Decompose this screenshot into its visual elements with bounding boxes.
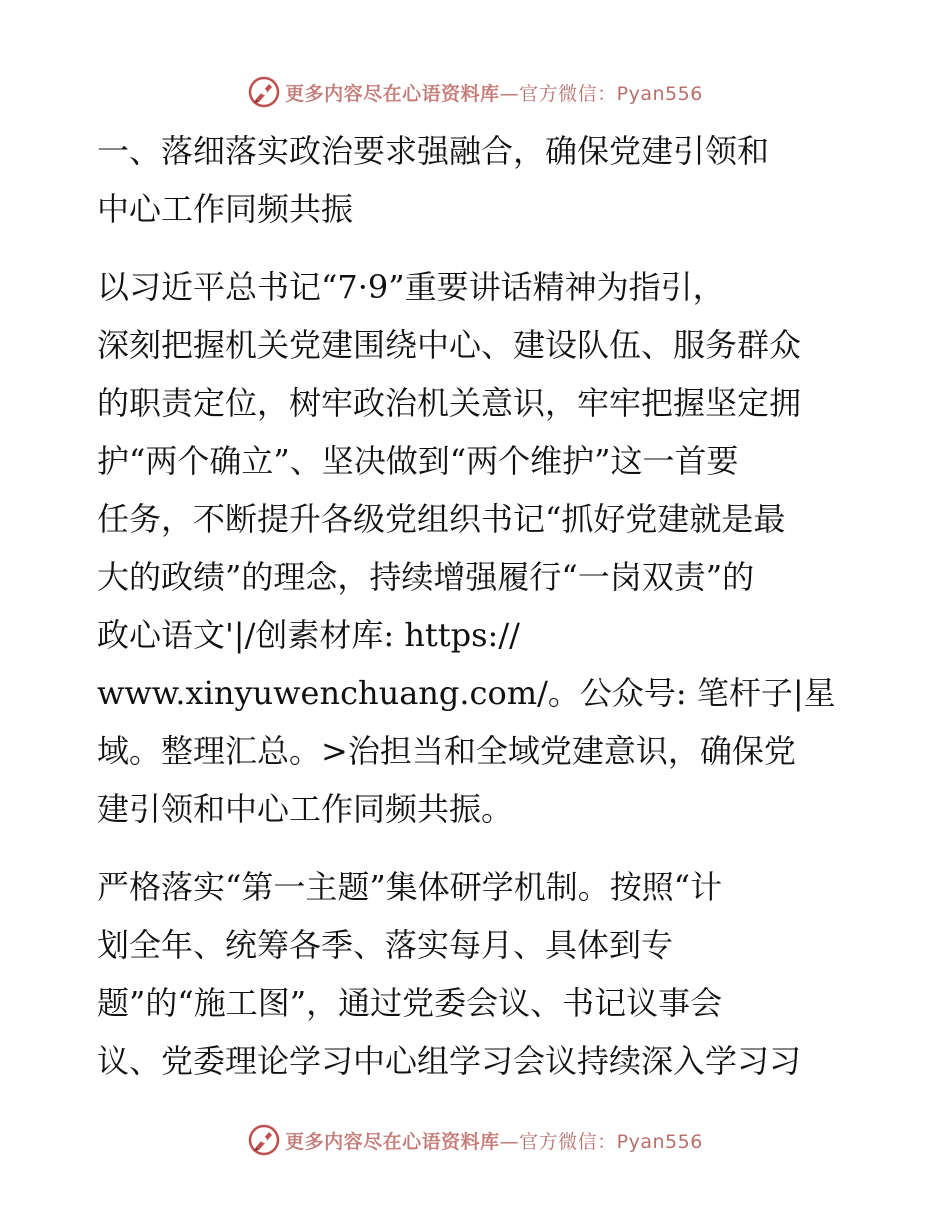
banner-brand: 更多内容尽在心语资料库 [285, 82, 500, 105]
document-body [97, 122, 857, 1090]
paragraph-line: 的职责定位，树牢政治机关意识，牢牢把握坚定拥 [97, 384, 802, 422]
paragraph-line: 政心语文'|/创素材库: https:// [97, 616, 520, 654]
section-heading [97, 122, 857, 238]
banner-text [285, 1127, 703, 1154]
banner-contact: —官方微信：Pyan556 [499, 1130, 703, 1153]
paragraph-line: 划全年、统筹各季、落实每月、具体到专 [97, 926, 674, 964]
paragraph-line: 任务，不断提升各级党组织书记“抓好党建就是最 [97, 500, 786, 538]
banner-brand: 更多内容尽在心语资料库 [285, 1130, 500, 1153]
header-banner [0, 72, 950, 112]
paragraph-line: 题”的“施工图”，通过党委会议、书记议事会 [97, 984, 723, 1022]
heading-line: 中心工作同频共振 [97, 190, 354, 228]
pen-seal-icon [247, 1123, 281, 1157]
paragraph-line: 大的政绩”的理念，持续增强履行“一岗双责”的 [97, 558, 755, 596]
pen-seal-icon [247, 75, 281, 109]
paragraph-line: 域。整理汇总。>治担当和全域党建意识，确保党 [97, 732, 796, 770]
paragraph-line: 议、党委理论学习中心组学习会议持续深入学习习 [97, 1042, 802, 1080]
paragraph-line: 严格落实“第一主题”集体研学机制。按照“计 [97, 868, 723, 906]
banner-contact: —官方微信：Pyan556 [499, 82, 703, 105]
paragraph-line: 以习近平总书记“7·9”重要讲话精神为指引， [97, 268, 725, 306]
footer-banner [0, 1120, 950, 1160]
paragraph-line: 护“两个确立”、坚决做到“两个维护”这一首要 [97, 442, 739, 480]
paragraph-2 [97, 858, 857, 1090]
paragraph-1 [97, 258, 857, 838]
paragraph-line: 深刻把握机关党建围绕中心、建设队伍、服务群众 [97, 326, 802, 364]
banner-text [285, 79, 703, 106]
paragraph-line: www.xinyuwenchuang.com/。公众号: 笔杆子|星 [97, 674, 836, 712]
paragraph-line: 建引领和中心工作同频共振。 [97, 790, 514, 828]
heading-line: 一、落细落实政治要求强融合，确保党建引领和 [97, 132, 770, 170]
